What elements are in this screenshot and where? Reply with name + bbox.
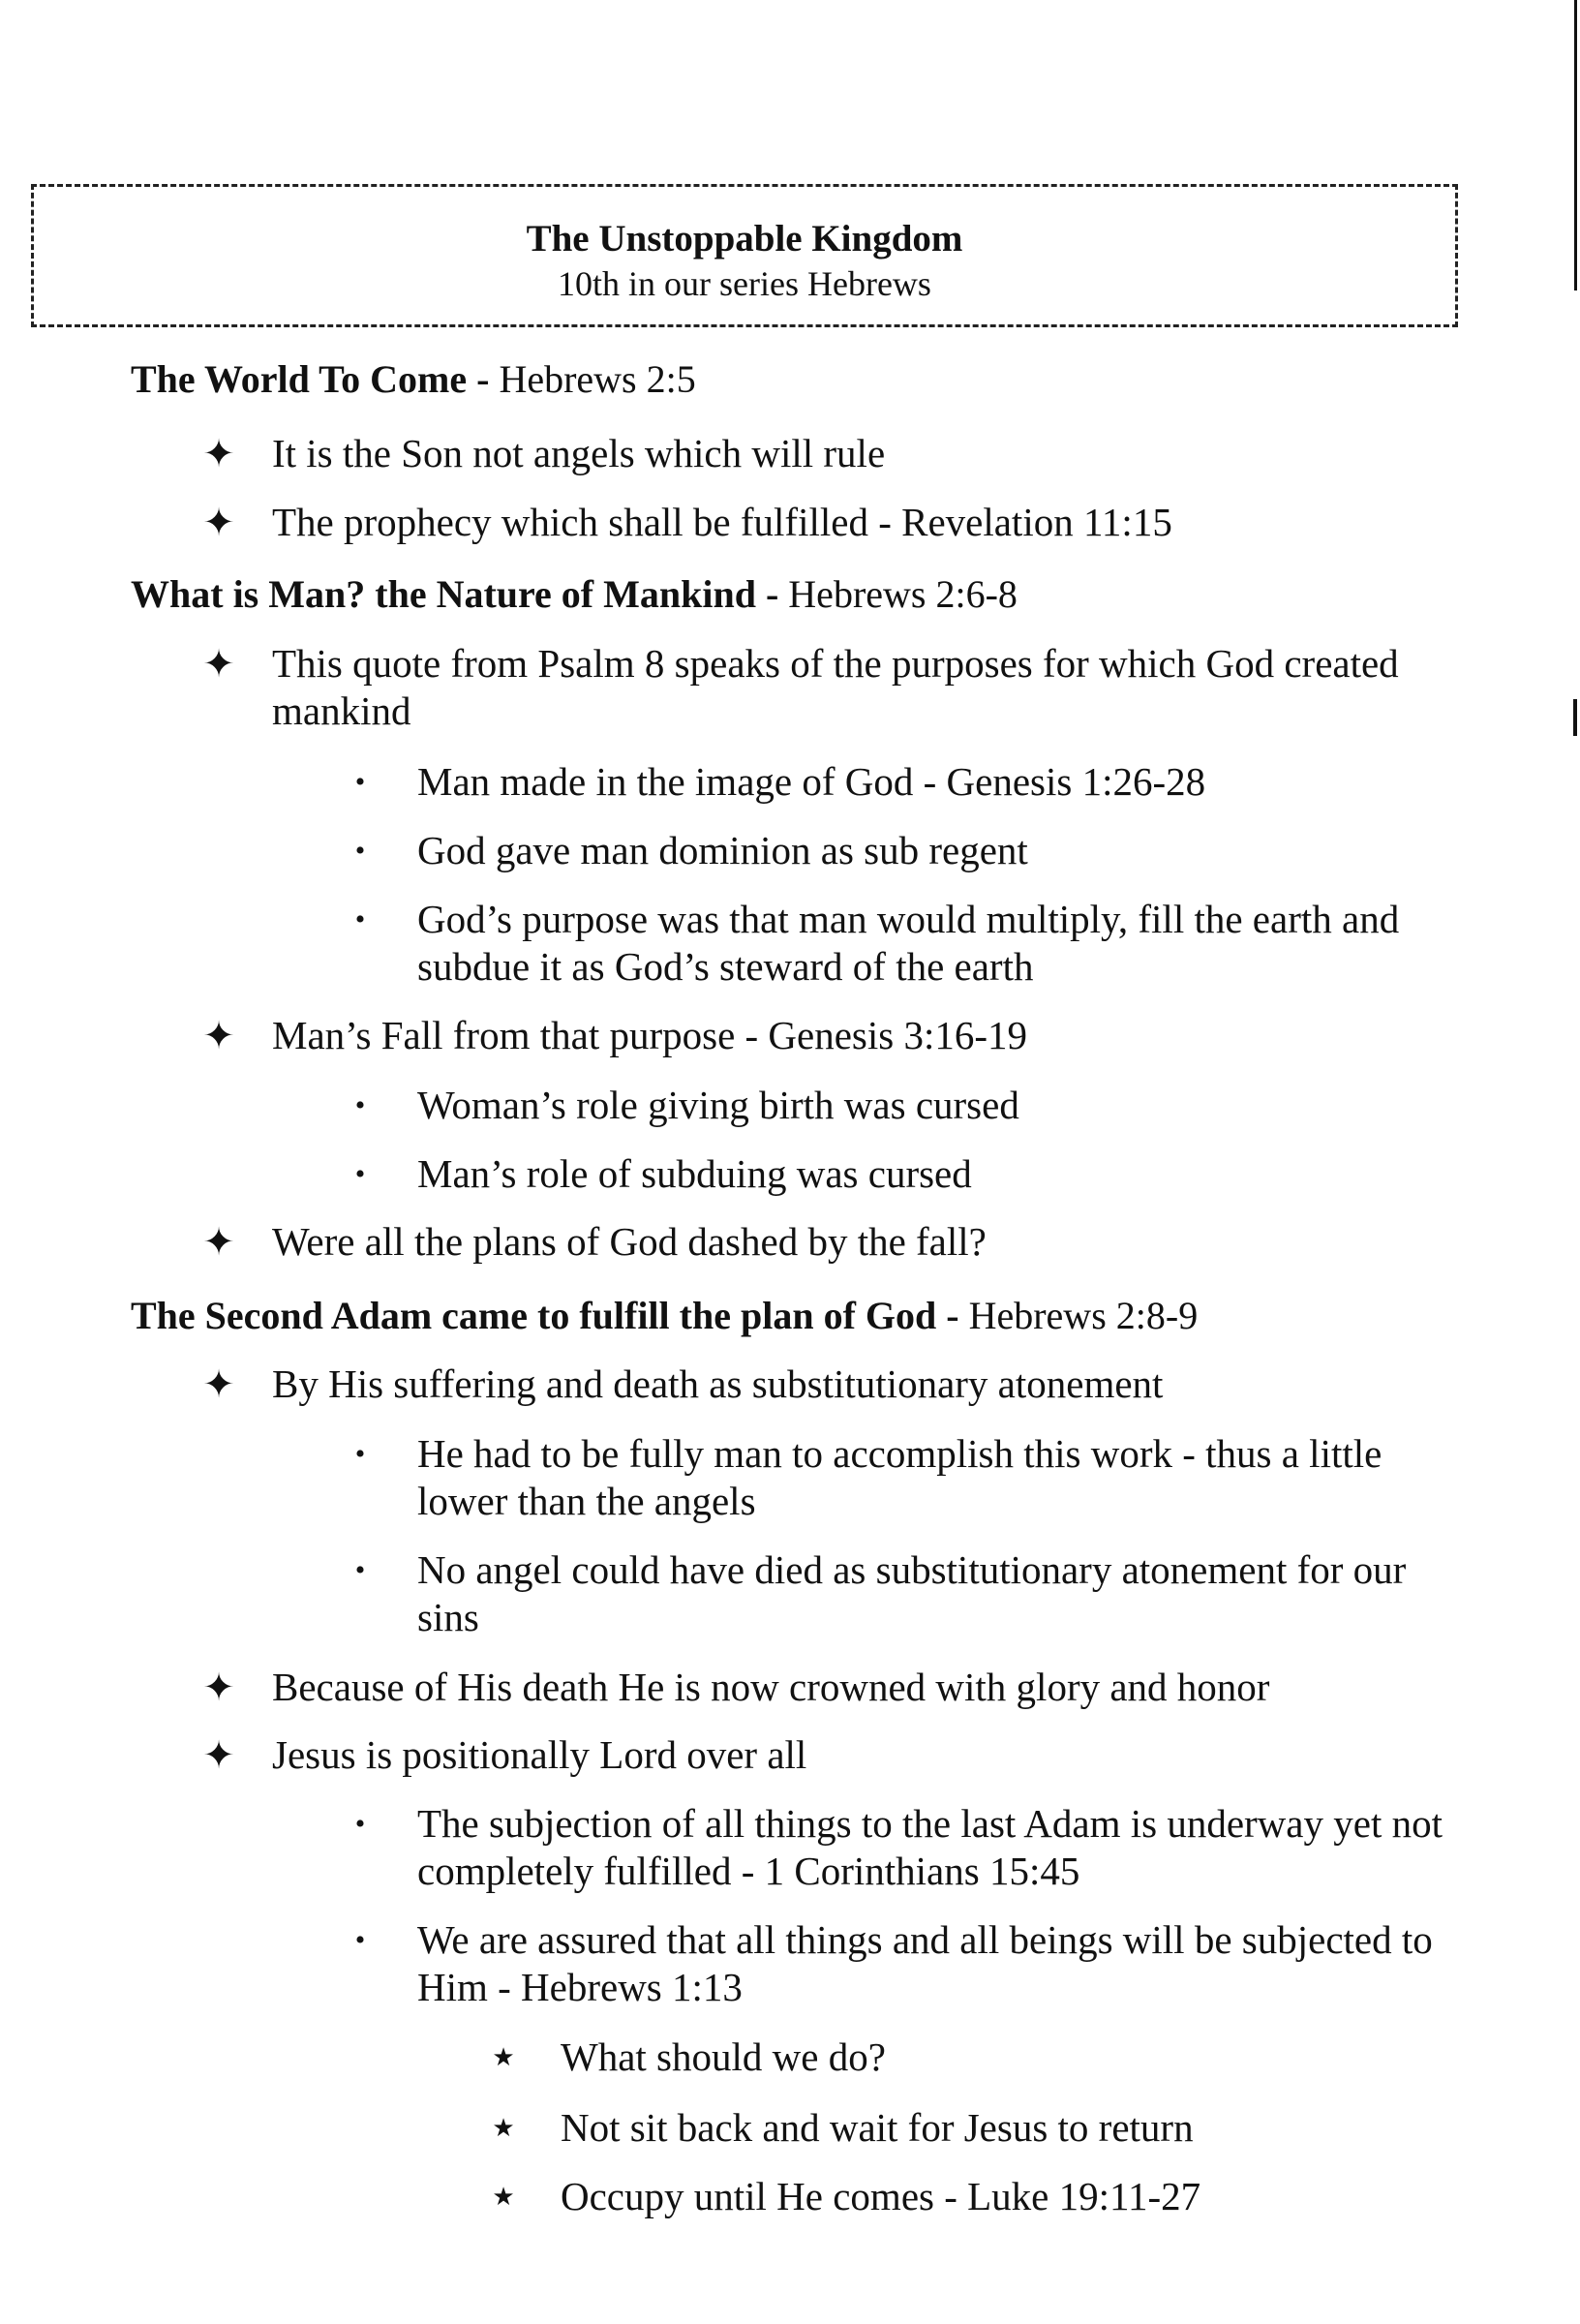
item-text: He had to be fully man to accomplish this work - thus a little lower than the angels: [417, 1431, 1382, 1523]
dot-bullet-icon: •: [354, 766, 366, 798]
list-item: [492, 2104, 1432, 2152]
diamond-bullet-icon: ✦: [202, 432, 235, 475]
item-text: God’s purpose was that man would multiply, fill the earth and subdue it as God’s steward of the earth: [417, 897, 1400, 989]
list-item: [202, 430, 1414, 477]
section-reference: Hebrews 2:5: [499, 357, 696, 401]
item-text: God gave man dominion as sub regent: [417, 828, 1028, 872]
diamond-bullet-icon: ✦: [202, 1362, 235, 1406]
section-title: The Second Adam came to fulfill the plan of God -: [131, 1294, 969, 1337]
list-item: [354, 1150, 1443, 1198]
dot-bullet-icon: •: [354, 1438, 366, 1470]
item-text: The prophecy which shall be fulfilled - Revelation 11:15: [272, 500, 1172, 544]
item-text: Woman’s role giving birth was cursed: [417, 1083, 1019, 1127]
item-text: What should we do?: [561, 2034, 886, 2079]
section-title: What is Man? the Nature of Mankind -: [131, 572, 789, 616]
item-text: By His suffering and death as substitutionary atonement: [272, 1361, 1164, 1406]
list-item: [202, 1361, 1414, 1408]
dot-bullet-icon: •: [354, 1158, 366, 1190]
item-text: Jesus is positionally Lord over all: [272, 1732, 807, 1777]
diamond-bullet-icon: ✦: [202, 501, 235, 544]
item-text: Not sit back and wait for Jesus to return: [561, 2105, 1194, 2150]
list-item: [354, 1082, 1443, 1129]
item-text: The subjection of all things to the last Adam is underway yet not completely fulfilled - 1 Corinthians 15:45: [417, 1801, 1443, 1893]
list-item: [354, 896, 1443, 991]
page-subtitle: 10th in our series Hebrews: [558, 264, 931, 303]
dot-bullet-icon: •: [354, 1089, 366, 1121]
list-item: [354, 1800, 1443, 1895]
dot-bullet-icon: •: [354, 1554, 366, 1586]
list-item: [202, 1012, 1414, 1059]
list-item: [202, 640, 1414, 735]
section-title: The World To Come -: [131, 357, 500, 401]
list-item: [354, 827, 1443, 874]
item-text: Occupy until He comes - Luke 19:11-27: [561, 2174, 1201, 2218]
item-text: It is the Son not angels which will rule: [272, 431, 886, 475]
list-item: [492, 2034, 1432, 2081]
diamond-bullet-icon: ✦: [202, 642, 235, 686]
diamond-bullet-icon: ✦: [202, 1014, 235, 1057]
list-item: [202, 1731, 1414, 1779]
dot-bullet-icon: •: [354, 1808, 366, 1840]
section-heading: [131, 1293, 1198, 1339]
diamond-bullet-icon: ✦: [202, 1733, 235, 1777]
list-item: [354, 1430, 1443, 1525]
item-text: This quote from Psalm 8 speaks of the purposes for which God created mankind: [272, 641, 1399, 733]
star-bullet-icon: ★: [492, 2114, 515, 2142]
section-reference: Hebrews 2:8-9: [968, 1294, 1199, 1337]
list-item: [492, 2173, 1432, 2220]
star-bullet-icon: ★: [492, 2183, 515, 2211]
page-title: The Unstoppable Kingdom: [526, 218, 963, 260]
list-item: [202, 1218, 1414, 1266]
scan-edge-mark: [1573, 699, 1577, 736]
diamond-bullet-icon: ✦: [202, 1666, 235, 1709]
list-item: [354, 1546, 1443, 1641]
section-reference: Hebrews 2:6-8: [788, 572, 1018, 616]
list-item: [354, 1916, 1443, 2011]
item-text: No angel could have died as substitutionary atonement for our sins: [417, 1547, 1407, 1639]
list-item: [354, 758, 1443, 806]
item-text: Because of His death He is now crowned with glory and honor: [272, 1665, 1270, 1709]
item-text: We are assured that all things and all beings will be subjected to Him - Hebrews 1:13: [417, 1917, 1433, 2009]
title-box: [31, 184, 1458, 327]
dot-bullet-icon: •: [354, 903, 366, 935]
dot-bullet-icon: •: [354, 1924, 366, 1956]
list-item: [202, 499, 1414, 546]
star-bullet-icon: ★: [492, 2043, 515, 2071]
diamond-bullet-icon: ✦: [202, 1220, 235, 1264]
section-heading: [131, 571, 1018, 618]
item-text: Man made in the image of God - Genesis 1:26-28: [417, 759, 1206, 804]
section-heading: [131, 356, 696, 403]
scan-edge-mark: [1574, 0, 1577, 290]
item-text: Man’s role of subduing was cursed: [417, 1151, 972, 1196]
item-text: Man’s Fall from that purpose - Genesis 3:16-19: [272, 1013, 1028, 1057]
item-text: Were all the plans of God dashed by the fall?: [272, 1219, 987, 1264]
dot-bullet-icon: •: [354, 835, 366, 867]
list-item: [202, 1664, 1414, 1711]
